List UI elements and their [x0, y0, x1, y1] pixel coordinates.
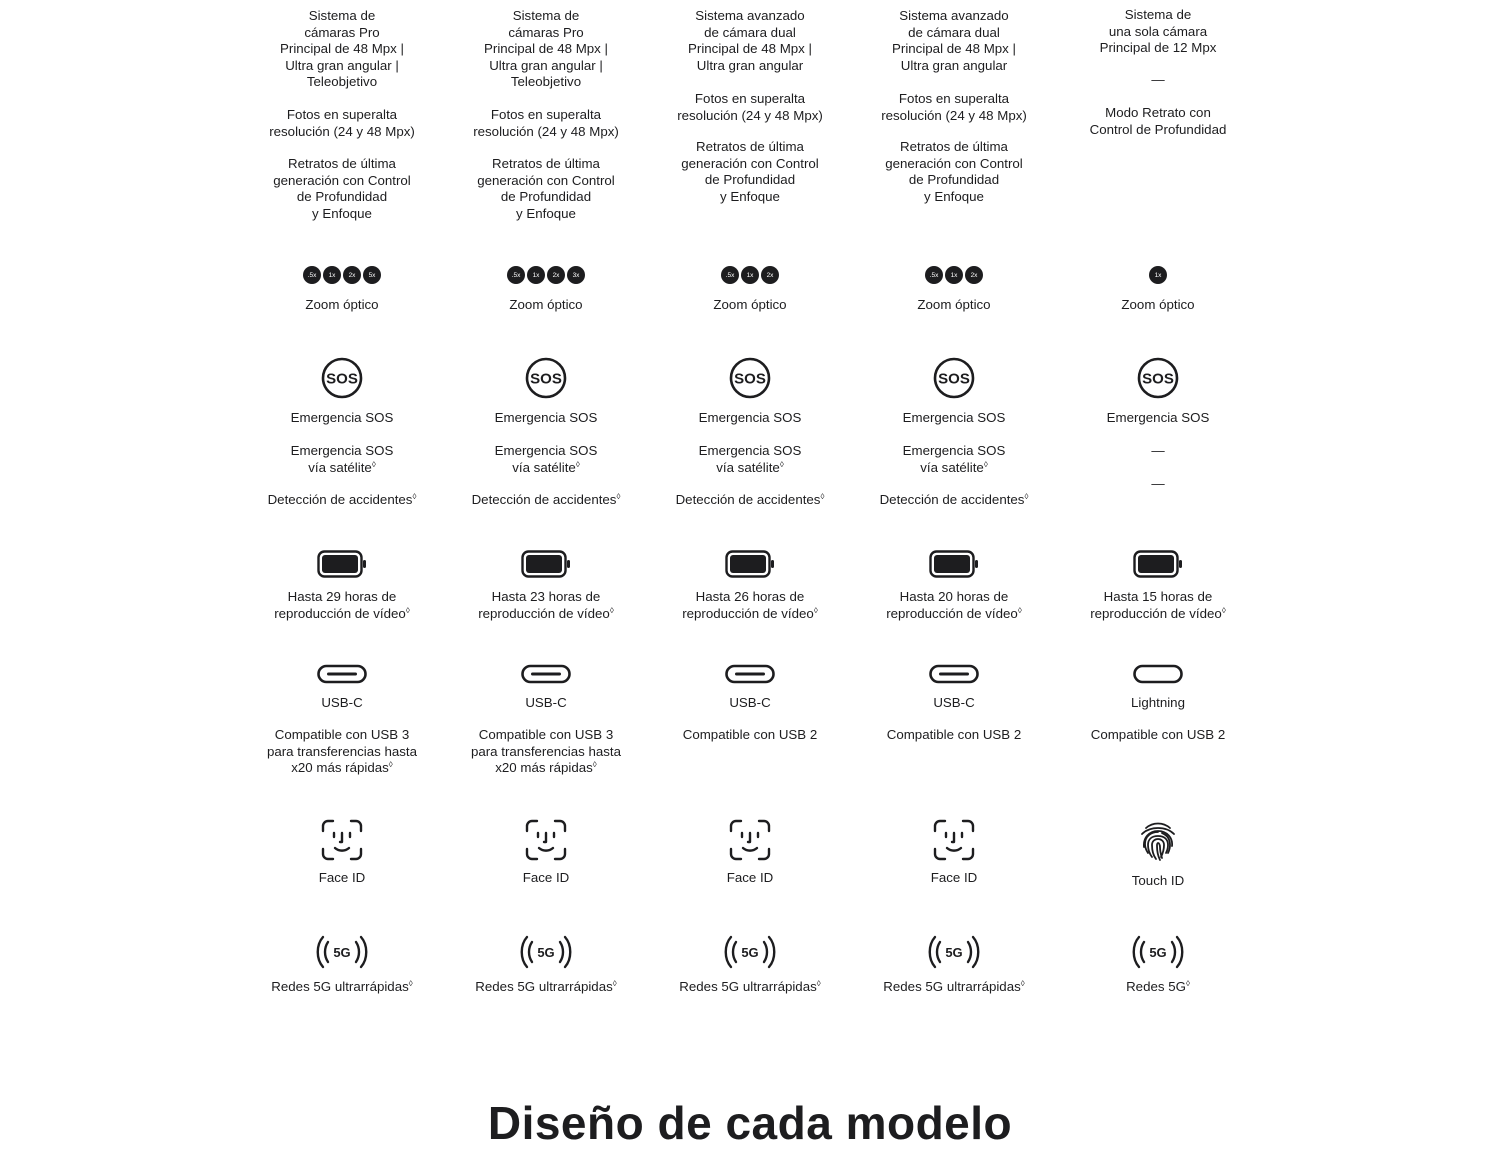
sos-via-satellite: Emergencia SOS vía satélite◊ — [290, 443, 394, 475]
photo-resolution: — — [1151, 72, 1165, 87]
5g-icon — [648, 932, 852, 972]
zoom-level-badge: .5x — [721, 266, 739, 284]
optical-zoom-label: Zoom óptico — [509, 297, 583, 312]
secure-authentication: Face ID — [930, 870, 978, 885]
battery-life-footnote-mark: ◊ — [1221, 605, 1226, 615]
section-heading: Diseño de cada modelo — [487, 1097, 1013, 1149]
model-column-2 — [444, 0, 648, 1040]
model-column-1 — [240, 0, 444, 1040]
sos-via-satellite: Emergencia SOS vía satélite◊ — [494, 443, 598, 475]
camera-system: Sistema de cámaras Pro Principal de 48 Mpx | Ultra gran angular | Teleobjetivo — [280, 8, 404, 89]
emergency-sos-label: Emergencia SOS — [698, 410, 802, 425]
photo-resolution: Fotos en superalta resolución (24 y 48 Mpx) — [881, 91, 1027, 123]
network-5g-footnote-mark: ◊ — [1020, 979, 1025, 988]
optical-zoom-levels — [1056, 266, 1260, 284]
port-compatibility: Compatible con USB 2 — [682, 727, 818, 742]
svg-text:SOS: SOS — [1142, 370, 1174, 388]
camera-system: Sistema de cámaras Pro Principal de 48 Mpx | Ultra gran angular | Teleobjetivo — [484, 8, 608, 89]
model-column-3 — [648, 0, 852, 1040]
usb-c-port-icon — [648, 664, 852, 684]
camera-system: Sistema avanzado de cámara dual Principal de 48 Mpx | Ultra gran angular — [688, 8, 812, 73]
port-compatibility: Compatible con USB 2 — [1090, 727, 1226, 742]
sos-via-satellite-footnote-mark: ◊ — [779, 459, 784, 469]
5g-icon — [240, 932, 444, 972]
battery-life-footnote-mark: ◊ — [813, 605, 818, 615]
optical-zoom-levels — [852, 266, 1056, 284]
touch-id-icon — [1056, 819, 1260, 863]
emergency-sos-label: Emergencia SOS — [902, 410, 1006, 425]
battery-icon — [648, 550, 852, 578]
5g-icon — [852, 932, 1056, 972]
zoom-level-badge: .5x — [925, 266, 943, 284]
face-id-icon — [240, 819, 444, 861]
battery-life: Hasta 26 horas de reproducción de vídeo◊ — [682, 589, 818, 621]
face-id-icon — [444, 819, 648, 861]
sos-via-satellite-footnote-mark: ◊ — [575, 459, 580, 469]
network-5g: Redes 5G◊ — [1126, 979, 1190, 994]
zoom-level-badge: 2x — [547, 266, 565, 284]
svg-text:SOS: SOS — [530, 370, 562, 388]
zoom-level-badge: 2x — [761, 266, 779, 284]
5g-icon — [444, 932, 648, 972]
battery-life: Hasta 29 horas de reproducción de vídeo◊ — [274, 589, 410, 621]
svg-text:5G: 5G — [741, 945, 759, 960]
zoom-level-badge: 2x — [343, 266, 361, 284]
optical-zoom-label: Zoom óptico — [917, 297, 991, 312]
svg-text:5G: 5G — [537, 945, 555, 960]
port-compatibility-footnote-mark: ◊ — [388, 760, 393, 769]
zoom-level-badge: 1x — [1149, 266, 1167, 284]
emergency-sos-label: Emergencia SOS — [494, 410, 598, 425]
optical-zoom-label: Zoom óptico — [713, 297, 787, 312]
portrait-mode: Retratos de última generación con Control de Profundidad y Enfoque — [273, 156, 411, 221]
photo-resolution: Fotos en superalta resolución (24 y 48 Mpx) — [269, 107, 415, 139]
sos-via-satellite: — — [1151, 443, 1165, 458]
crash-detection: Detección de accidentes◊ — [879, 492, 1029, 507]
svg-text:5G: 5G — [333, 945, 351, 960]
zoom-level-badge: .5x — [303, 266, 321, 284]
camera-system: Sistema de una sola cámara Principal de 12 Mpx — [1099, 7, 1217, 55]
zoom-level-badge: 3x — [567, 266, 585, 284]
crash-detection: — — [1151, 476, 1165, 491]
secure-authentication: Face ID — [522, 870, 570, 885]
crash-detection-footnote-mark: ◊ — [820, 492, 825, 501]
optical-zoom-levels — [240, 266, 444, 284]
zoom-level-badge: 5x — [363, 266, 381, 284]
battery-life: Hasta 20 horas de reproducción de vídeo◊ — [886, 589, 1022, 621]
port-compatibility-footnote-mark: ◊ — [592, 760, 597, 769]
battery-life: Hasta 15 horas de reproducción de vídeo◊ — [1090, 589, 1226, 621]
battery-life-footnote-mark: ◊ — [405, 605, 410, 615]
5g-icon — [1056, 932, 1260, 972]
battery-icon — [852, 550, 1056, 578]
sos-icon — [852, 357, 1056, 399]
camera-system: Sistema avanzado de cámara dual Principal de 48 Mpx | Ultra gran angular — [892, 8, 1016, 73]
network-5g-footnote-mark: ◊ — [816, 979, 821, 988]
zoom-level-badge: 1x — [323, 266, 341, 284]
svg-text:5G: 5G — [945, 945, 963, 960]
battery-icon — [1056, 550, 1260, 578]
battery-icon — [444, 550, 648, 578]
svg-text:SOS: SOS — [326, 370, 358, 388]
emergency-sos-label: Emergencia SOS — [1106, 410, 1210, 425]
network-5g: Redes 5G ultrarrápidas◊ — [679, 979, 821, 994]
svg-text:SOS: SOS — [734, 370, 766, 388]
zoom-level-badge: 1x — [945, 266, 963, 284]
port-compatibility: Compatible con USB 3 para transferencias hasta x20 más rápidas◊ — [266, 727, 418, 775]
zoom-level-badge: 1x — [527, 266, 545, 284]
lightning-port-icon — [1056, 664, 1260, 684]
port-compatibility: Compatible con USB 2 — [886, 727, 1022, 742]
usb-c-port-icon — [444, 664, 648, 684]
network-5g: Redes 5G ultrarrápidas◊ — [475, 979, 617, 994]
crash-detection: Detección de accidentes◊ — [675, 492, 825, 507]
sos-icon — [444, 357, 648, 399]
network-5g-footnote-mark: ◊ — [612, 979, 617, 988]
optical-zoom-levels — [648, 266, 852, 284]
secure-authentication: Face ID — [318, 870, 366, 885]
portrait-mode: Retratos de última generación con Control de Profundidad y Enfoque — [477, 156, 615, 221]
battery-life-footnote-mark: ◊ — [1017, 605, 1022, 615]
secure-authentication: Face ID — [726, 870, 774, 885]
battery-life: Hasta 23 horas de reproducción de vídeo◊ — [478, 589, 614, 621]
network-5g-footnote-mark: ◊ — [1185, 979, 1190, 988]
port-type: Lightning — [1131, 695, 1185, 710]
sos-icon — [240, 357, 444, 399]
sos-via-satellite-footnote-mark: ◊ — [983, 459, 988, 469]
sos-via-satellite-footnote-mark: ◊ — [371, 459, 376, 469]
portrait-mode: Retratos de última generación con Control de Profundidad y Enfoque — [885, 139, 1023, 204]
sos-icon — [1056, 357, 1260, 399]
crash-detection-footnote-mark: ◊ — [1024, 492, 1029, 501]
face-id-icon — [648, 819, 852, 861]
network-5g-footnote-mark: ◊ — [408, 979, 413, 988]
portrait-mode: Modo Retrato con Control de Profundidad — [1089, 105, 1227, 137]
optical-zoom-label: Zoom óptico — [1121, 297, 1195, 312]
face-id-icon — [852, 819, 1056, 861]
port-compatibility: Compatible con USB 3 para transferencias hasta x20 más rápidas◊ — [470, 727, 622, 775]
crash-detection: Detección de accidentes◊ — [471, 492, 621, 507]
crash-detection-footnote-mark: ◊ — [412, 492, 417, 501]
network-5g: Redes 5G ultrarrápidas◊ — [883, 979, 1025, 994]
photo-resolution: Fotos en superalta resolución (24 y 48 Mpx) — [473, 107, 619, 139]
model-column-4 — [852, 0, 1056, 1040]
port-type: USB-C — [321, 695, 363, 710]
port-type: USB-C — [933, 695, 975, 710]
battery-icon — [240, 550, 444, 578]
photo-resolution: Fotos en superalta resolución (24 y 48 Mpx) — [677, 91, 823, 123]
crash-detection-footnote-mark: ◊ — [616, 492, 621, 501]
crash-detection: Detección de accidentes◊ — [267, 492, 417, 507]
svg-text:5G: 5G — [1149, 945, 1167, 960]
port-type: USB-C — [525, 695, 567, 710]
zoom-level-badge: .5x — [507, 266, 525, 284]
battery-life-footnote-mark: ◊ — [609, 605, 614, 615]
model-column-5 — [1056, 0, 1260, 1040]
portrait-mode: Retratos de última generación con Control de Profundidad y Enfoque — [681, 139, 819, 204]
emergency-sos-label: Emergencia SOS — [290, 410, 394, 425]
network-5g: Redes 5G ultrarrápidas◊ — [271, 979, 413, 994]
optical-zoom-levels — [444, 266, 648, 284]
sos-via-satellite: Emergencia SOS vía satélite◊ — [698, 443, 802, 475]
usb-c-port-icon — [240, 664, 444, 684]
zoom-level-badge: 2x — [965, 266, 983, 284]
secure-authentication: Touch ID — [1131, 873, 1185, 888]
svg-text:SOS: SOS — [938, 370, 970, 388]
usb-c-port-icon — [852, 664, 1056, 684]
port-type: USB-C — [729, 695, 771, 710]
sos-via-satellite: Emergencia SOS vía satélite◊ — [902, 443, 1006, 475]
optical-zoom-label: Zoom óptico — [305, 297, 379, 312]
zoom-level-badge: 1x — [741, 266, 759, 284]
sos-icon — [648, 357, 852, 399]
